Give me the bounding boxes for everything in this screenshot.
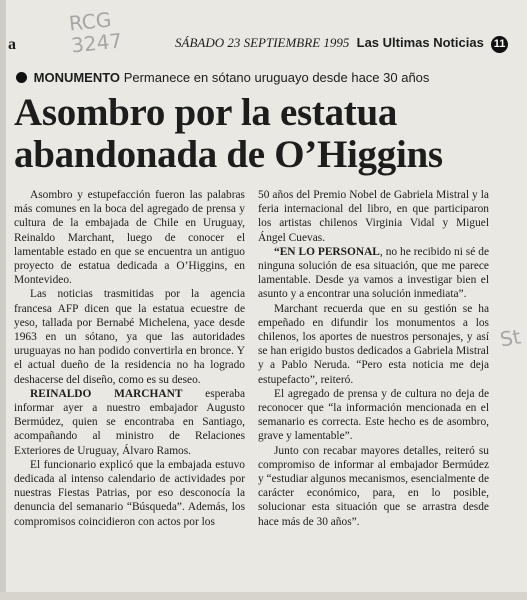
- bullet-icon: [16, 72, 27, 83]
- paragraph: El funcionario explicó que la embajada estuvo dedicada al intenso calendario de actividades por nuestras Fiestas Patrias, por eso desconocía la denuncia del semanario “Búsqueda”. Además, los compromisos coincidieron con actos por los: [14, 458, 245, 528]
- scan-edge-bottom: [0, 592, 527, 600]
- headline: Asombro por la estatua abandonada de O’Higgins: [14, 91, 443, 176]
- paragraph-lead-in: “EN LO PERSONAL: [274, 245, 380, 258]
- paragraph: Asombro y estupefacción fueron las palabras más comunes en la boca del agregado de prensa y cultura de la embajada de Chile en Uruguay, Reinaldo Marchant, luego de conocer el lamentable estado en que se encuentra un antiguo proyecto de estatua dedicada a O’Higgins, en Montevideo.: [14, 189, 245, 287]
- handwritten-margin-mark: St: [498, 324, 523, 352]
- paragraph: Marchant recuerda que en su gestión se ha empeñado en difundir los monumentos a los chilenos, los aportes de nuestros personajes, y así se han erigido bustos dedicados a Gabriela Mistral y a Pablo Neruda. “Pero esta noticia me deja estupefacto”, reiteró.: [258, 302, 489, 386]
- paragraph: [258, 245, 489, 302]
- section-label: MONUMENTO: [33, 70, 121, 85]
- paragraph-body: , no he recibido ni sé de ninguna solución de esa situación, que me parece lamentable. Desde ya vamos a investigar bien el asunto y a encontrar una solución inmediata”.: [258, 245, 489, 301]
- masthead: [175, 35, 508, 53]
- paragraph-lead-in: REINALDO MARCHANT: [30, 387, 183, 400]
- paragraph: 50 años del Premio Nobel de Gabriela Mistral y la feria internacional del libro, en que participaron los artistas chilenos Virginia Vidal y Miguel Ángel Cuevas.: [258, 189, 489, 244]
- paragraph: Junto con recabar mayores detalles, reiteró su compromiso de informar al embajador Bermúdez y “estudiar algunos mecanismos, esencialmente de carácter económico, para, en lo posible, solucionar esta situación que se arrastra desde hace más de 30 años”.: [258, 444, 489, 528]
- kicker: [16, 70, 429, 85]
- publication-date: SÁBADO 23 SEPTIEMBRE 1995: [175, 35, 350, 50]
- page-letter: a: [8, 36, 16, 53]
- article-column-left: [14, 188, 245, 529]
- paragraph: [14, 387, 245, 458]
- subheading: Permanece en sótano uruguayo desde hace 30 años: [123, 70, 430, 85]
- article-column-right: [258, 188, 489, 529]
- handwritten-archive-note: RCG 3247: [67, 7, 124, 58]
- paragraph: El agregado de prensa y de cultura no deja de reconocer que “la información mencionada en el semanario es correcta. Este hecho es de asombro, grave y lamentable”.: [258, 387, 489, 443]
- scan-edge: [0, 0, 6, 600]
- paragraph-body: esperaba informar ayer a nuestro embajador Augusto Bermúdez, quien se encontraba en Santiago, acompañando al ministro de Relaciones Exteriores de Uruguay, Álvaro Ramos.: [14, 387, 246, 457]
- publication-name: Las Ultimas Noticias: [356, 35, 484, 50]
- page-number-badge: 11: [491, 36, 508, 53]
- paragraph: Las noticias trasmitidas por la agencia francesa AFP dicen que la estatua ecuestre de yeso, tallada por Bernabé Michelena, yace desde 1963 en un sótano, ya que las autoridades uruguayas no han podido convertirla en bronce. Y el actual dueño de la residencia no ha logrado deshacerse del diseño, como es su deseo.: [14, 288, 245, 386]
